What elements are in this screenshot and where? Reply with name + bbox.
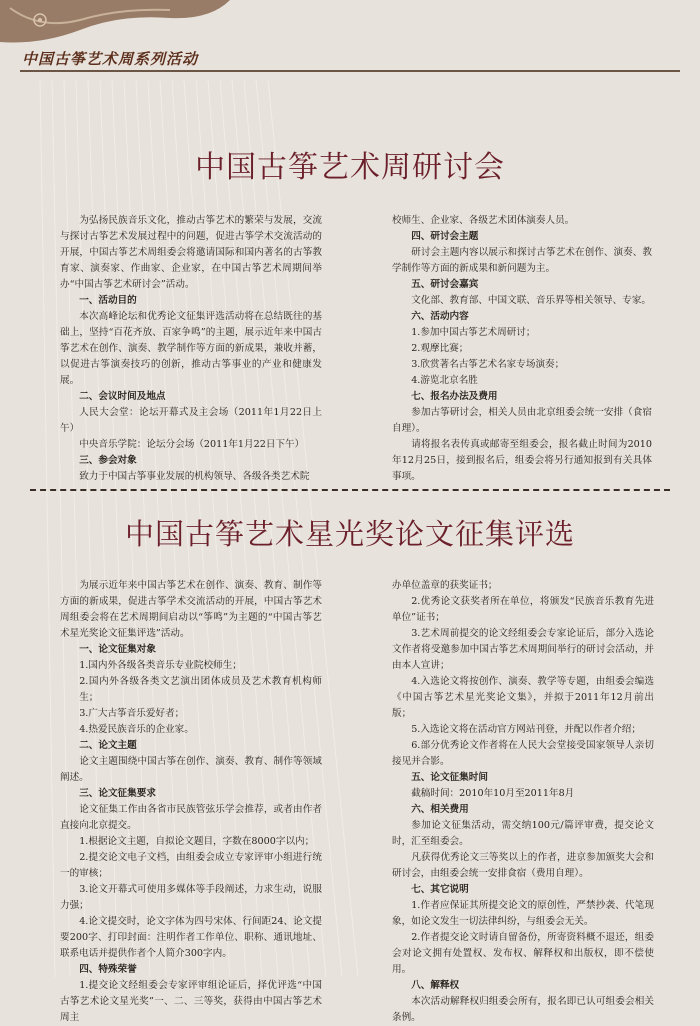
seminar-s6-item: 1.参加中国古筝艺术周研讨； [411,327,536,338]
essay-s1-item: 2.国内外各级各类文艺演出团体成员及艺术教育机构师生； [79,676,322,703]
essay-s8-text: 本次活动解释权归组委会所有，报名即已认可组委会相关条例。 [392,996,654,1023]
essay-s3-item: 2.提交论文电子文档，由组委会成立专家评审小组进行统一的审核； [60,852,322,879]
seminar-column-right [392,213,652,485]
essay-s6-heading: 六、相关费用 [411,804,469,815]
seminar-s7-text1: 参加古筝研讨会，相关人员由北京组委会统一安排（食宿自理）。 [392,407,652,434]
seminar-s7-heading: 七、报名办法及费用 [411,391,498,402]
essay-column-right [392,578,654,1026]
essay-s3-item: 3.论文开幕式可使用多媒体等手段阐述，力求生动，说服力强； [60,884,322,911]
seminar-s3-text-cont: 校师生、企业家、各级艺术团体演奏人员。 [392,215,575,226]
seminar-s6-item: 4.游览北京名胜 [411,375,478,386]
seminar-s4-heading: 四、研讨会主题 [411,231,479,242]
essay-s4-item1-cont: 办单位盖章的获奖证书； [392,580,498,591]
seminar-s4-text: 研讨会主题内容以展示和探讨古筝艺术在创作、演奏、教学制作等方面的新成果和新问题为主。 [392,247,652,274]
essay-s4-item: 2.优秀论文获奖者所在单位，将颁发“民族音乐教育先进单位”证书； [392,596,654,623]
corner-ornament [0,0,230,55]
seminar-column-left [60,213,322,485]
section-divider [30,489,670,491]
essay-s5-heading: 五、论文征集时间 [411,772,488,783]
seminar-s1-text: 本次高峰论坛和优秀论文征集评选活动将在总结既往的基础上，坚持“百花齐放、百家争鸣”的主题，展示近年来中国古筝艺术在创作、演奏、教学制作等方面的新成果，兼收并蓄，以促进古筝演奏技巧的创新，推动古筝事业的产业和健康发展。 [60,311,322,386]
seminar-s2-line1: 人民大会堂：论坛开幕式及主会场（2011年1月22日上午） [60,407,322,434]
essay-s1-item: 3.广大古筝音乐爱好者； [79,708,185,719]
essay-s7-item: 2.作者提交论文时请自留备份，所寄资料概不退还，组委会对论文拥有处置权、发布权、解释权和出版权，即不偿使用。 [392,932,654,975]
essay-s4-item: 4.入选论文将按创作、演奏、教学等专题，由组委会编选《中国古筝艺术星光奖论文集》，并拟于2011年12月前出版； [392,676,654,719]
seminar-s6-heading: 六、活动内容 [411,311,469,322]
essay-s7-item: 1.作者应保证其所提交论文的原创性，严禁抄袭、代笔现象，如论文发生一切法律纠纷，与组委会无关。 [392,900,654,927]
seminar-title: 中国古筝艺术周研讨会 [195,150,505,185]
essay-s1-item: 4.热爱民族音乐的企业家。 [79,724,194,735]
essay-s4-item: 5.入选论文将在活动官方网站刊登，并配以作者介绍； [411,724,641,735]
essay-s3-heading: 三、论文征集要求 [79,788,156,799]
series-banner: 中国古筝艺术周系列活动 [22,50,199,68]
essay-column-left [60,578,322,1026]
essay-s3-text: 论文征集工作由各省市民族管弦乐学会推荐，或者由作者直接向北京提交。 [60,804,322,831]
banner-rule [20,70,680,72]
seminar-s6-item: 2.观摩比赛； [411,343,469,354]
essay-s5-text: 截稿时间：2010年10月至2011年8月 [411,788,575,799]
seminar-s3-text: 致力于中国古筝事业发展的机构领导、各级各类艺术院 [79,471,310,482]
seminar-s7-text2: 请将报名表传真或邮寄至组委会，报名截止时间为2010年12月25日，接到报名后，组委会将另行通知报到有关具体事项。 [392,439,652,482]
essay-s6-text2: 凡获得优秀论文三等奖以上的作者，进京参加颁奖大会和研讨会，由组委会统一安排食宿（费用自理）。 [392,852,654,879]
essay-s4-heading: 四、特殊荣誉 [79,964,137,975]
essay-s4-item: 3.艺术周前提交的论文经组委会专家论证后，部分入选论文作者将受邀参加中国古筝艺术周期间举行的研讨会活动，并由本人宣讲； [392,628,654,671]
essay-title: 中国古筝艺术星光奖论文征集评选 [124,517,575,551]
essay-s4-item: 6.部分优秀论文作者将在人民大会堂接受国家领导人亲切接见并合影。 [392,740,654,767]
essay-s3-item: 1.根据论文主题，自拟论文题目，字数在8000字以内； [79,836,315,847]
essay-s4-item1: 1.提交论文经组委会专家评审组论证后，择优评选“中国古筝艺术论文星光奖”一、二、三等奖，获得由中国古筝艺术周主 [60,980,322,1023]
essay-s8-heading: 八、解释权 [411,980,460,991]
seminar-s5-text: 文化部、教育部、中国文联、音乐界等相关领导、专家。 [411,295,652,306]
essay-intro: 为展示近年来中国古筝艺术在创作、演奏、教育、制作等方面的新成果，促进古筝学术交流活动的开展，中国古筝艺术周组委会将在艺术周期间启动以“筝鸣”为主题的“中国古筝艺术星光奖论文征集评选”活动。 [60,580,322,639]
essay-s6-text1: 参加论文征集活动，需交纳100元/篇评审费，提交论文时，汇至组委会。 [392,820,654,847]
essay-s2-text: 论文主题围绕中国古筝在创作、演奏、教育、制作等领域阐述。 [60,756,322,783]
essay-s3-item: 4.论文提交时，论文字体为四号宋体、行间距24、论文提要200字、打印封面：注明作者工作单位、职称、通讯地址、联系电话并提供作者个人简介300字内。 [60,916,322,959]
seminar-s5-heading: 五、研讨会嘉宾 [411,279,479,290]
essay-s1-heading: 一、论文征集对象 [79,644,156,655]
seminar-s2-heading: 二、会议时间及地点 [79,391,166,402]
seminar-s1-heading: 一、活动目的 [79,295,137,306]
essay-s1-item: 1.国内外各级各类音乐专业院校师生； [79,660,242,671]
seminar-s2-line2: 中央音乐学院：论坛分会场（2011年1月22日下午） [79,439,305,450]
seminar-intro: 为弘扬民族音乐文化，推动古筝艺术的繁荣与发展，交流与探讨古筝艺术发展过程中的问题，促进古筝学术交流活动的开展，中国古筝艺术周组委会将邀请国际和国内著名的古筝教育家、演奏家、作曲家、企业家，在中国古筝艺术周期间举办“中国古筝艺术研讨会”活动。 [60,215,322,290]
seminar-s6-item: 3.欣赏著名古筝艺术名家专场演奏； [411,359,565,370]
essay-s2-heading: 二、论文主题 [79,740,137,751]
essay-s7-heading: 七、其它说明 [411,884,469,895]
seminar-s3-heading: 三、参会对象 [79,455,137,466]
